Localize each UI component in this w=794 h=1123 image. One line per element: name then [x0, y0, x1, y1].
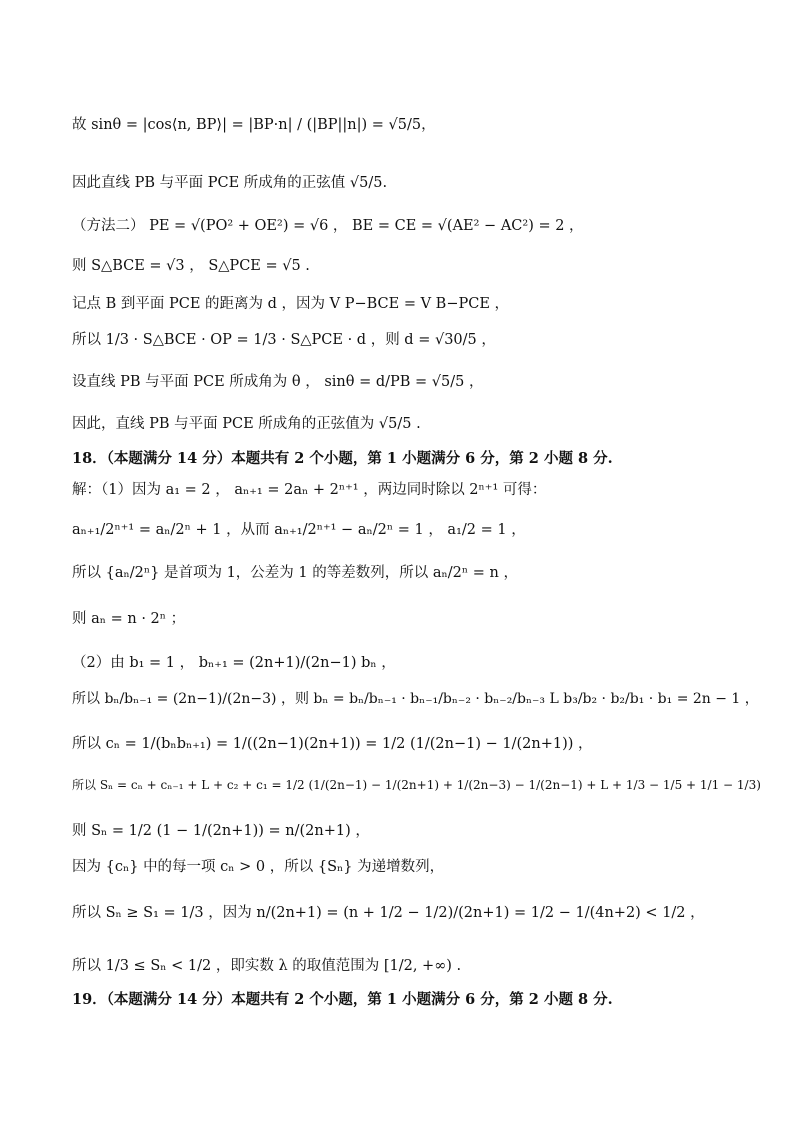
text-line: 则 aₙ = n · 2ⁿ ；	[72, 611, 186, 627]
text-line: 所以 Sₙ = cₙ + cₙ₋₁ + L + c₂ + c₁ = 1/2 (1/(2n−1) − 1/(2n+1) + 1/(2n−3) − 1/(2n−1) + L + 1/3 − 1/5 + 1/1 − 1/3)	[72, 778, 761, 792]
text-line: 因为 {cₙ} 中的每一项 cₙ > 0 ，所以 {Sₙ} 为递增数列，	[72, 859, 445, 875]
text-line: 所以 Sₙ ≥ S₁ = 1/3 ，因为 n/(2n+1) = (n + 1/2 − 1/2)/(2n+1) = 1/2 − 1/(4n+2) < 1/2 ，	[72, 905, 705, 921]
text-line: 所以 {aₙ/2ⁿ} 是首项为 1，公差为 1 的等差数列，所以 aₙ/2ⁿ = n ，	[72, 565, 518, 581]
problem-heading: 18．（本题满分 14 分）本题共有 2 个小题，第 1 小题满分 6 分，第 2 小题 8 分.	[72, 450, 613, 467]
text-line: 所以 1/3 ≤ Sₙ < 1/2 ，即实数 λ 的取值范围为 [1/2, +∞) .	[72, 958, 462, 974]
text-line: 所以 1/3 · S△BCE · OP = 1/3 · S△PCE · d ，则 d = √30/5 ，	[72, 332, 496, 348]
text-line: （2）由 b₁ = 1 ， bₙ₊₁ = (2n+1)/(2n−1) bₙ ，	[72, 655, 396, 671]
text-line: 解：（1）因为 a₁ = 2 ， aₙ₊₁ = 2aₙ + 2ⁿ⁺¹ ，两边同时除以 2ⁿ⁺¹ 可得：	[72, 482, 547, 498]
text-line: 所以 bₙ/bₙ₋₁ = (2n−1)/(2n−3) ，则 bₙ = bₙ/bₙ₋₁ · bₙ₋₁/bₙ₋₂ · bₙ₋₂/bₙ₋₃ L b₃/b₂ · b₂/b₁ · b₁ = 2n − 1 ，	[72, 691, 759, 707]
text-line: 记点 B 到平面 PCE 的距离为 d ，因为 V P−BCE = V B−PCE ，	[72, 296, 510, 312]
text-line: （方法二） PE = √(PO² + OE²) = √6 ， BE = CE = √(AE² − AC²) = 2 ，	[72, 218, 584, 234]
text-line: 则 Sₙ = 1/2 (1 − 1/(2n+1)) = n/(2n+1) ，	[72, 823, 370, 839]
text-line: 因此直线 PB 与平面 PCE 所成角的正弦值 √5/5.	[72, 175, 388, 191]
text-line: 因此，直线 PB 与平面 PCE 所成角的正弦值为 √5/5 .	[72, 416, 421, 432]
text-line: 故 sinθ = |cos⟨n, BP⟩| = |BP·n| / (|BP||n|) = √5/5，	[72, 117, 436, 133]
text-line: aₙ₊₁/2ⁿ⁺¹ = aₙ/2ⁿ + 1 ，从而 aₙ₊₁/2ⁿ⁺¹ − aₙ/2ⁿ = 1 ， a₁/2 = 1 ，	[72, 522, 526, 538]
text-line: 设直线 PB 与平面 PCE 所成角为 θ ， sinθ = d/PB = √5/5 ，	[72, 374, 484, 390]
text-line: 则 S△BCE = √3 ， S△PCE = √5 .	[72, 258, 310, 274]
problem-heading: 19．（本题满分 14 分）本题共有 2 个小题，第 1 小题满分 6 分，第 2 小题 8 分.	[72, 991, 613, 1008]
text-line: 所以 cₙ = 1/(bₙbₙ₊₁) = 1/((2n−1)(2n+1)) = 1/2 (1/(2n−1) − 1/(2n+1)) ，	[72, 736, 593, 752]
